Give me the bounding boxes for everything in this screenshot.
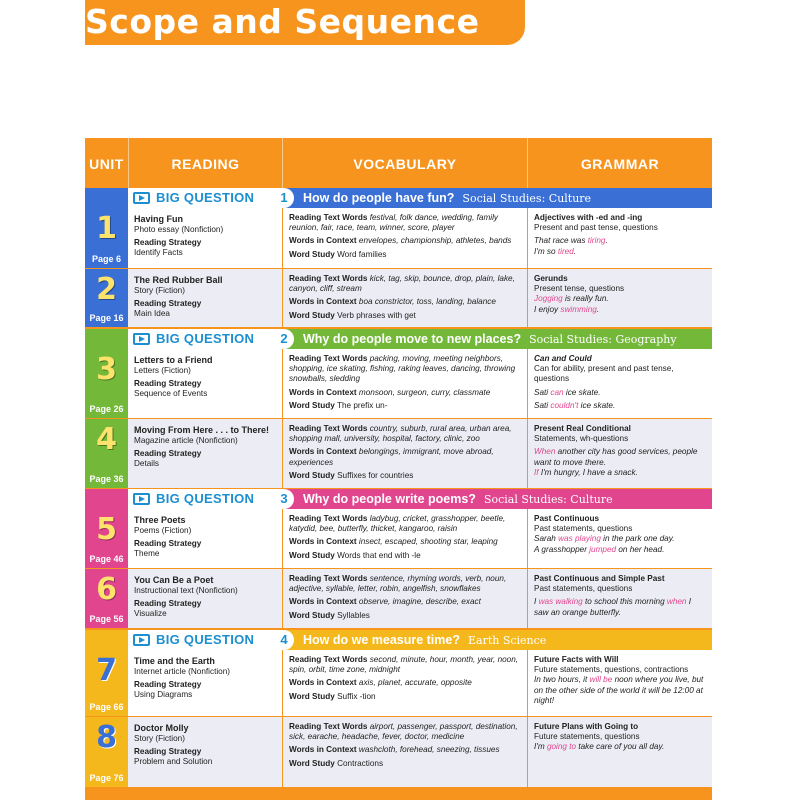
reading-strategy: Sequence of Events	[134, 389, 208, 399]
unit-row-5	[85, 509, 712, 568]
big-question-number: 1	[274, 188, 294, 208]
unit-cell	[85, 569, 128, 628]
grammar-cell: Future Plans with Going to Future statements, questions I'm going to take care of you all day.	[528, 717, 712, 787]
vocabulary-cell: Reading Text Words sentence, rhyming words, verb, noun, adjective, syllable, letter, robin, angelfish, snowflakes Words in Context observe, imagine, describe, exact Word Study Syllables	[283, 569, 528, 628]
unit-page: Page 26	[89, 404, 124, 414]
header-grammar: GRAMMAR	[580, 156, 660, 172]
vocabulary-cell: Reading Text Words kick, tag, skip, bounce, drop, plain, lake, canyon, cliff, stream Words in Context boa constrictor, toss, landing, balance Word Study Verb phrases with get	[283, 269, 528, 327]
vocabulary-cell: Reading Text Words packing, moving, meeting neighbors, shopping, ice skating, fishing, raking leaves, dancing, throwing snowballs, sledding Words in Context monsoon, surgeon, curry, classmate Word Study The prefix un-	[283, 349, 528, 418]
reading-strategy: Problem and Solution	[134, 757, 213, 767]
story-genre: Story (Fiction)	[134, 286, 185, 295]
grammar-cell: Can and Could Can for ability, present and past tense, questions Sati can ice skate. Sati couldn't ice skate.	[528, 349, 712, 418]
reading-strategy: Details	[134, 459, 160, 469]
big-question-number: 2	[274, 329, 294, 349]
story-title: You Can Be a Poet	[134, 575, 214, 585]
grammar-cell: Adjectives with -ed and -ing Present and past tense, questions That race was tiring. I'm so tired.	[528, 208, 712, 268]
story-genre: Magazine article (Nonfiction)	[134, 436, 238, 445]
title-banner	[85, 0, 525, 45]
grammar-cell: Present Real Conditional Statements, wh-questions When another city has good services, people want to move there. If I'm hungry, I have a snack.	[528, 419, 712, 488]
unit-cell	[85, 717, 128, 787]
grammar-title: Future Facts with Will	[534, 655, 619, 664]
unit-number: 4	[96, 422, 117, 457]
unit-number: 5	[96, 512, 117, 547]
unit-number: 8	[96, 720, 117, 755]
unit-row-7	[85, 650, 712, 716]
vocabulary-cell: Reading Text Words festival, folk dance, wedding, family reunion, fair, race, team, winner, score, player Words in Context envelopes, championship, athletes, bands Word Study Word families	[283, 208, 528, 268]
reading-strategy: Theme	[134, 549, 160, 559]
grammar-title: Present Real Conditional	[534, 424, 631, 433]
vocabulary-cell: Reading Text Words second, minute, hour, month, year, noon, spin, orbit, time zone, midnight Words in Context axis, planet, accurate, opposite Word Study Suffix -tion	[283, 650, 528, 716]
grammar-title: Past Continuous	[534, 514, 600, 523]
unit-row-2	[85, 269, 712, 327]
big-question-text: How do we measure time? Earth Science	[303, 633, 547, 647]
unit-cell	[85, 509, 128, 568]
big-question-number: 4	[274, 630, 294, 650]
story-genre: Story (Fiction)	[134, 734, 185, 743]
big-question-text: How do people have fun? Social Studies: Culture	[303, 191, 592, 205]
reading-strategy: Identify Facts	[134, 248, 183, 258]
unit-page: Page 76	[89, 773, 124, 783]
big-question-subject: Social Studies: Geography	[529, 333, 677, 346]
play-icon	[133, 634, 150, 646]
play-icon	[133, 333, 150, 345]
story-title: Letters to a Friend	[134, 355, 213, 365]
unit-cell	[85, 208, 128, 268]
header-unit: UNIT	[89, 156, 124, 172]
unit-row-8	[85, 717, 712, 787]
story-title: The Red Rubber Ball	[134, 275, 223, 285]
grammar-cell: Past Continuous Past statements, questions Sarah was playing in the park one day. A grasshopper jumped on her head.	[528, 509, 712, 568]
story-genre: Instructional text (Nonfiction)	[134, 586, 238, 595]
reading-cell: Time and the Earth Internet article (Nonfiction) Reading Strategy Using Diagrams	[128, 650, 283, 716]
play-icon	[133, 493, 150, 505]
unit-number: 1	[96, 211, 117, 246]
unit-number: 2	[96, 272, 117, 307]
story-title: Three Poets	[134, 515, 186, 525]
story-genre: Poems (Fiction)	[134, 526, 192, 535]
reading-cell: Having Fun Photo essay (Nonfiction) Reading Strategy Identify Facts	[128, 208, 283, 268]
unit-cell	[85, 650, 128, 716]
reading-cell: You Can Be a Poet Instructional text (Nonfiction) Reading Strategy Visualize	[128, 569, 283, 628]
unit-row-3	[85, 349, 712, 418]
grammar-cell: Future Facts with Will Future statements, questions, contractions In two hours, it will be noon where you live, but on the other side of the world it will be 12:00 at night!	[528, 650, 712, 716]
big-question-subject: Social Studies: Culture	[483, 493, 613, 506]
grammar-title: Can and Could	[534, 354, 592, 363]
reading-cell: Moving From Here . . . to There! Magazine article (Nonfiction) Reading Strategy Details	[128, 419, 283, 488]
reading-cell: Three Poets Poems (Fiction) Reading Strategy Theme	[128, 509, 283, 568]
story-genre: Photo essay (Nonfiction)	[134, 225, 224, 234]
big-question-text: Why do people move to new places? Social Studies: Geography	[303, 332, 677, 346]
reading-cell: The Red Rubber Ball Story (Fiction) Reading Strategy Main Idea	[128, 269, 283, 327]
grammar-title: Adjectives with -ed and -ing	[534, 213, 643, 222]
grammar-title: Past Continuous and Simple Past	[534, 574, 665, 583]
big-question-subject: Social Studies: Culture	[462, 192, 592, 205]
big-question-text: Why do people write poems? Social Studies: Culture	[303, 492, 613, 506]
story-title: Doctor Molly	[134, 723, 189, 733]
vocabulary-cell: Reading Text Words ladybug, cricket, grasshopper, beetle, katydid, bee, butterfly, thicket, kangaroo, raisin Words in Context insect, escaped, shooting star, leaping Word Study Words that end with -le	[283, 509, 528, 568]
story-title: Having Fun	[134, 214, 183, 224]
grammar-cell: Past Continuous and Simple Past Past statements, questions I was walking to school this morning when I saw an orange butterfly.	[528, 569, 712, 628]
play-icon	[133, 192, 150, 204]
big-question-subject: Earth Science	[467, 634, 547, 647]
reading-cell: Doctor Molly Story (Fiction) Reading Strategy Problem and Solution	[128, 717, 283, 787]
grammar-title: Future Plans with Going to	[534, 722, 639, 731]
bottom-border	[85, 788, 712, 800]
big-question-label: BIG QUESTION	[128, 630, 283, 650]
story-title: Time and the Earth	[134, 656, 215, 666]
unit-number: 7	[96, 653, 117, 688]
big-question-label: BIG QUESTION	[128, 188, 283, 208]
page-title: Scope and Sequence	[85, 2, 480, 41]
vocabulary-cell: Reading Text Words country, suburb, rural area, urban area, shopping mall, university, hospital, factory, clinic, zoo Words in Context belongings, immigrant, move abroad, experiences Word Study Suffixes for countries	[283, 419, 528, 488]
reading-strategy: Main Idea	[134, 309, 170, 319]
story-title: Moving From Here . . . to There!	[134, 425, 270, 435]
unit-cell	[85, 349, 128, 418]
unit-number: 3	[96, 352, 117, 387]
table-header	[85, 138, 712, 188]
story-genre: Letters (Fiction)	[134, 366, 191, 375]
unit-row-4	[85, 419, 712, 488]
story-genre: Internet article (Nonfiction)	[134, 667, 231, 676]
header-vocabulary: VOCABULARY	[283, 138, 528, 188]
big-question-band-2	[85, 329, 712, 349]
unit-page: Page 36	[89, 474, 124, 484]
unit-row-1	[85, 208, 712, 268]
vocabulary-cell: Reading Text Words airport, passenger, passport, destination, sick, earache, headache, fever, doctor, medicine Words in Context washcloth, forehead, sneezing, tissues Word Study Contractions	[283, 717, 528, 787]
grammar-title: Gerunds	[534, 274, 568, 283]
reading-strategy: Using Diagrams	[134, 690, 193, 700]
big-question-band-4	[85, 630, 712, 650]
header-reading: READING	[128, 138, 283, 188]
big-question-label: BIG QUESTION	[128, 489, 283, 509]
unit-page: Page 66	[89, 702, 124, 712]
big-question-label: BIG QUESTION	[128, 329, 283, 349]
unit-cell	[85, 419, 128, 488]
unit-row-6	[85, 569, 712, 628]
unit-page: Page 16	[89, 313, 124, 323]
reading-cell: Letters to a Friend Letters (Fiction) Reading Strategy Sequence of Events	[128, 349, 283, 418]
big-question-band-1	[85, 188, 712, 208]
big-question-number: 3	[274, 489, 294, 509]
unit-page: Page 56	[89, 614, 124, 624]
reading-strategy: Visualize	[134, 609, 167, 619]
unit-page: Page 6	[91, 254, 122, 264]
big-question-band-3	[85, 489, 712, 509]
grammar-cell: Gerunds Present tense, questions Jogging is really fun. I enjoy swimming.	[528, 269, 712, 327]
unit-number: 6	[96, 572, 117, 607]
unit-page: Page 46	[89, 554, 124, 564]
unit-cell	[85, 269, 128, 327]
